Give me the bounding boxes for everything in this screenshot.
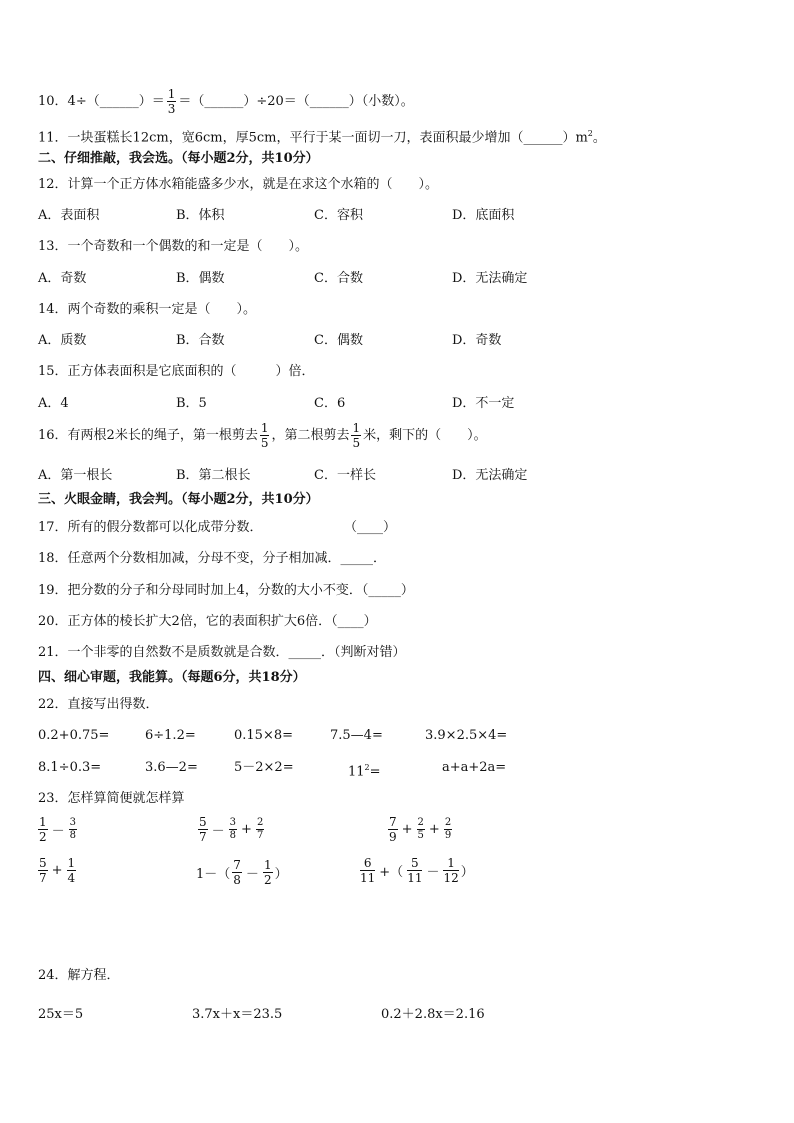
q14-option-d[interactable]: D．奇数 xyxy=(452,333,502,348)
operator: + xyxy=(51,863,63,878)
q13-option-c[interactable]: C．合数 xyxy=(314,271,363,286)
section-4-title: 四、细心审题，我能算。（每题6分，共18分） xyxy=(38,670,306,685)
q12-option-a[interactable]: A．表面积 xyxy=(38,208,100,223)
operator: 1－（ xyxy=(196,867,231,882)
q23-expression-4 xyxy=(36,857,78,884)
denominator: 2 xyxy=(39,830,47,844)
numerator: 1 xyxy=(263,858,272,872)
fraction xyxy=(360,857,375,884)
q22-item: 7.5—4= xyxy=(330,728,383,743)
numerator: 5 xyxy=(407,857,422,871)
q22-item: 3.6—2= xyxy=(145,760,198,775)
question-18: 18．任意两个分数相加减，分母不变，分子相加减．_____． xyxy=(38,551,387,566)
q12-option-b[interactable]: B．体积 xyxy=(176,208,225,223)
q22-item-square xyxy=(348,759,381,781)
q15-option-b[interactable]: B．5 xyxy=(176,396,207,411)
operator: + xyxy=(401,822,413,837)
operator: ） xyxy=(460,865,474,880)
denominator: 8 xyxy=(69,830,77,841)
q16-option-b[interactable]: B．第二根长 xyxy=(176,468,251,483)
q23-expression-1 xyxy=(36,816,79,843)
q16-part-3: 米，剩下的（ ）。 xyxy=(363,427,487,443)
operator: ） xyxy=(274,867,288,882)
q11-superscript: 2 xyxy=(587,129,593,138)
q22-item: 3.9×2.5×4= xyxy=(425,728,508,743)
q24-equation-3: 0.2＋2.8x＝2.16 xyxy=(381,1007,485,1022)
q14-option-b[interactable]: B．合数 xyxy=(176,333,225,348)
denominator: 9 xyxy=(389,830,397,844)
q16-option-c[interactable]: C．一样长 xyxy=(314,468,376,483)
question-16-stem xyxy=(38,422,487,449)
numerator: 3 xyxy=(69,817,77,828)
question-10 xyxy=(38,88,414,115)
q24-equation-2: 3.7x＋x＝23.5 xyxy=(192,1007,283,1022)
numerator: 6 xyxy=(360,857,375,871)
fraction xyxy=(407,857,422,884)
question-17 xyxy=(38,519,263,537)
numerator: 1 xyxy=(443,857,458,871)
fraction xyxy=(38,816,48,843)
q13-option-a[interactable]: A．奇数 xyxy=(38,271,87,286)
q13-option-b[interactable]: B．偶数 xyxy=(176,271,225,286)
operator: － xyxy=(211,824,225,839)
q16-fraction-2-numerator: 1 xyxy=(352,421,361,435)
fraction xyxy=(229,818,237,841)
q17-answer-blank[interactable]: （____） xyxy=(344,520,397,535)
q16-fraction-2-denominator: 5 xyxy=(352,436,361,450)
numerator: 2 xyxy=(417,817,424,828)
question-20: 20．正方体的棱长扩大2倍，它的表面积扩大6倍．（____） xyxy=(38,614,377,629)
q16-part-1: 16．有两根2米长的绳子，第一根剪去 xyxy=(38,427,258,443)
denominator: 9 xyxy=(444,830,452,841)
q16-option-a[interactable]: A．第一根长 xyxy=(38,468,113,483)
fraction xyxy=(444,818,452,841)
q22-square-base: 11 xyxy=(348,764,365,780)
operator: +（ xyxy=(379,865,404,880)
denominator: 2 xyxy=(263,873,272,887)
question-14-stem: 14．两个奇数的乘积一定是（ ）。 xyxy=(38,302,257,317)
question-21: 21．一个非零的自然数不是质数就是合数．_____．（判断对错） xyxy=(38,645,406,660)
operator: + xyxy=(428,822,440,837)
section-3-title: 三、火眼金睛，我会判。（每小题2分，共10分） xyxy=(38,492,319,507)
q22-item: 8.1÷0.3= xyxy=(38,760,102,775)
q16-fraction-1-denominator: 5 xyxy=(260,436,269,450)
numerator: 2 xyxy=(256,817,264,828)
q22-item: 5－2×2= xyxy=(234,760,294,775)
denominator: 11 xyxy=(407,871,423,885)
q24-equation-1: 25x＝5 xyxy=(38,1007,84,1022)
q23-expression-6 xyxy=(358,857,474,884)
section-2-title: 二、仔细推敲，我会选。（每小题2分，共10分） xyxy=(38,151,319,166)
denominator: 4 xyxy=(67,871,76,885)
fraction xyxy=(69,818,77,841)
q11-end: 。 xyxy=(592,130,606,146)
denominator: 7 xyxy=(39,871,47,885)
question-19: 19．把分数的分子和分母同时加上4，分数的大小不变．（_____） xyxy=(38,583,414,598)
question-13-stem: 13．一个奇数和一个偶数的和一定是（ ）。 xyxy=(38,239,309,254)
q23-expression-3 xyxy=(386,816,454,843)
question-15-stem: 15．正方体表面积是它底面积的（ ）倍． xyxy=(38,364,315,379)
fraction xyxy=(38,857,48,884)
numerator: 5 xyxy=(199,815,207,829)
q10-prefix: 10．4÷（______）＝ xyxy=(38,93,165,109)
q16-part-2: ，第二根剪去 xyxy=(271,427,350,443)
q10-fraction-numerator: 1 xyxy=(167,87,176,101)
q11-text: 11．一块蛋糕长12cm，宽6cm，厚5cm，平行于某一面切一刀，表面积最少增加（______）m xyxy=(38,130,588,146)
denominator: 12 xyxy=(443,871,459,885)
q22-item: 6÷1.2= xyxy=(145,728,196,743)
q16-fraction-1-numerator: 1 xyxy=(260,421,269,435)
q15-option-c[interactable]: C．6 xyxy=(314,396,346,411)
q12-option-c[interactable]: C．容积 xyxy=(314,208,363,223)
operator: － xyxy=(51,824,65,839)
question-11 xyxy=(38,125,606,147)
numerator: 5 xyxy=(39,856,47,870)
q16-option-d[interactable]: D．无法确定 xyxy=(452,468,528,483)
fraction xyxy=(232,859,242,886)
q15-option-a[interactable]: A．4 xyxy=(38,396,69,411)
fraction xyxy=(263,859,273,886)
question-22-stem: 22．直接写出得数． xyxy=(38,697,159,712)
numerator: 2 xyxy=(444,817,452,828)
question-12-stem: 12．计算一个正方体水箱能盛多少水，就是在求这个水箱的（ ）。 xyxy=(38,177,439,192)
numerator: 7 xyxy=(233,858,241,872)
numerator: 1 xyxy=(39,815,47,829)
q17-text: 17．所有的假分数都可以化成带分数． xyxy=(38,520,263,535)
numerator: 3 xyxy=(229,817,237,828)
fraction xyxy=(198,816,208,843)
denominator: 11 xyxy=(360,871,376,885)
q10-fraction-denominator: 3 xyxy=(167,102,176,116)
question-24-stem: 24．解方程． xyxy=(38,968,120,983)
q14-option-c[interactable]: C．偶数 xyxy=(314,333,363,348)
numerator: 7 xyxy=(389,815,397,829)
operator: + xyxy=(241,822,252,837)
q22-item: a+a+2a= xyxy=(442,760,507,775)
denominator: 5 xyxy=(417,830,424,841)
q13-option-d[interactable]: D．无法确定 xyxy=(452,271,528,286)
fraction xyxy=(417,818,425,841)
q15-option-d[interactable]: D．不一定 xyxy=(452,396,515,411)
q12-option-d[interactable]: D．底面积 xyxy=(452,208,515,223)
denominator: 8 xyxy=(233,873,241,887)
denominator: 8 xyxy=(229,830,237,841)
q16-fraction-1 xyxy=(260,422,270,449)
q10-fraction xyxy=(167,88,177,115)
q23-expression-5 xyxy=(196,859,288,886)
denominator: 7 xyxy=(256,830,264,841)
q23-expression-2 xyxy=(196,816,266,843)
fraction xyxy=(443,857,458,884)
q22-square-eq: = xyxy=(369,764,381,780)
q22-item: 0.15×8= xyxy=(234,728,294,743)
question-23-stem: 23．怎样算简便就怎样算 xyxy=(38,791,185,806)
fraction xyxy=(67,857,77,884)
q22-item: 0.2+0.75= xyxy=(38,728,110,743)
denominator: 7 xyxy=(199,830,207,844)
numerator: 1 xyxy=(67,856,76,870)
q10-suffix: ＝（______）÷20＝（______）（小数）。 xyxy=(178,93,414,109)
fraction xyxy=(388,816,398,843)
operator: － xyxy=(426,865,440,880)
q14-option-a[interactable]: A．质数 xyxy=(38,333,87,348)
q16-fraction-2 xyxy=(351,422,361,449)
operator: － xyxy=(245,867,259,882)
q22-square-exponent: 2 xyxy=(364,763,370,772)
fraction xyxy=(256,818,264,841)
